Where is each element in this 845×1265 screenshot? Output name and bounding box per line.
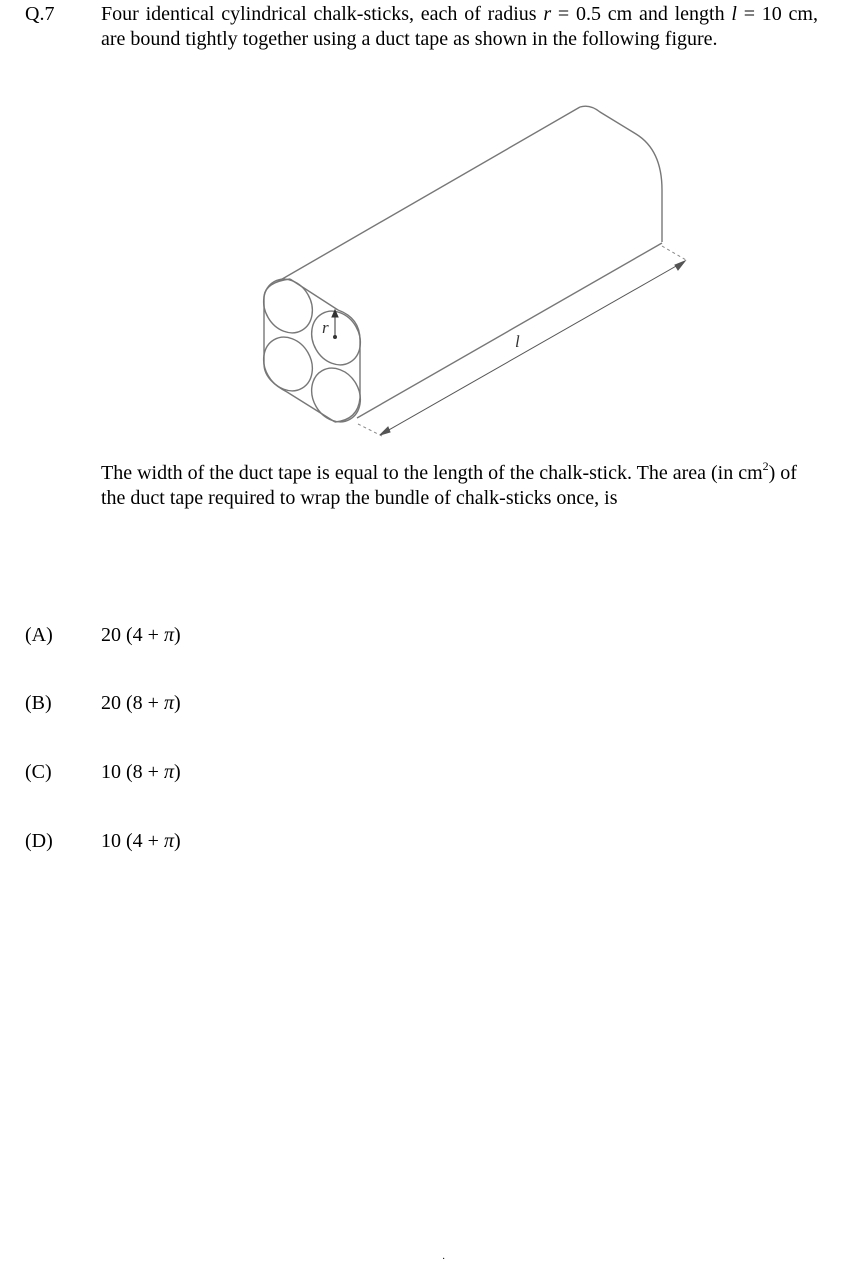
chalk-bundle-diagram: [250, 100, 690, 445]
option-b-pi: π: [163, 692, 174, 714]
option-d-text: [101, 829, 181, 854]
length-arrowhead-back: [675, 261, 685, 270]
option-a-text: [101, 623, 181, 648]
radius-label: r: [322, 318, 329, 337]
option-a-label: (A): [25, 624, 53, 646]
option-d[interactable]: [25, 829, 325, 854]
unit-exponent: 2: [762, 459, 769, 474]
option-c-text: [101, 760, 181, 785]
option-c-label: (C): [25, 761, 52, 783]
question-text-part1: Four identical cylindrical chalk-sticks, each of radius: [101, 3, 544, 25]
option-d-pi: π: [163, 830, 174, 852]
dimension-extension-front: [358, 424, 382, 436]
question-prompt: [101, 461, 821, 511]
tape-back-top: [580, 106, 662, 242]
tape-bottom-edge: [357, 243, 662, 418]
dimension-extension-back: [662, 246, 686, 260]
option-b-label: (B): [25, 692, 52, 714]
option-a-pi: π: [163, 624, 174, 646]
question-text: [101, 2, 818, 52]
length-dimension-line: [380, 261, 685, 435]
option-d-post: ): [173, 830, 181, 852]
option-b-post: ): [173, 692, 181, 714]
question-text-part3: = 10 cm, are bound tightly together using a duct tape as shown in the following figure.: [101, 3, 818, 50]
tape-front-outline: [264, 279, 360, 422]
option-c-post: ): [173, 761, 181, 783]
option-c-pi: π: [163, 761, 174, 783]
tape-top-edge: [277, 107, 580, 282]
length-symbol: l: [731, 3, 737, 25]
question-number: Q.7: [25, 3, 55, 25]
chalk-bundle-figure: [250, 100, 690, 445]
radius-center-dot: [334, 336, 337, 339]
option-b-pre: 20 (8 +: [101, 692, 164, 714]
option-a-pre: 20 (4 +: [101, 624, 164, 646]
question-text-part2: = 0.5 cm and length: [551, 3, 732, 25]
option-b-text: [101, 691, 181, 716]
option-a-post: ): [173, 624, 181, 646]
question-prompt-part1: The width of the duct tape is equal to the length of the chalk-stick. The area (in cm: [101, 462, 763, 484]
option-c-pre: 10 (8 +: [101, 761, 164, 783]
option-c[interactable]: [25, 760, 325, 785]
length-label: l: [515, 332, 520, 351]
option-d-label: (D): [25, 830, 53, 852]
length-arrowhead-front: [380, 427, 390, 435]
option-b[interactable]: [25, 691, 325, 716]
question-prompt-part2: ) of the duct tape required to wrap the bundle of chalk-sticks once, is: [101, 462, 797, 509]
page-mark: ·: [442, 1254, 446, 1265]
radius-symbol: r: [543, 3, 552, 25]
option-a[interactable]: [25, 623, 325, 648]
option-d-pre: 10 (4 +: [101, 830, 164, 852]
